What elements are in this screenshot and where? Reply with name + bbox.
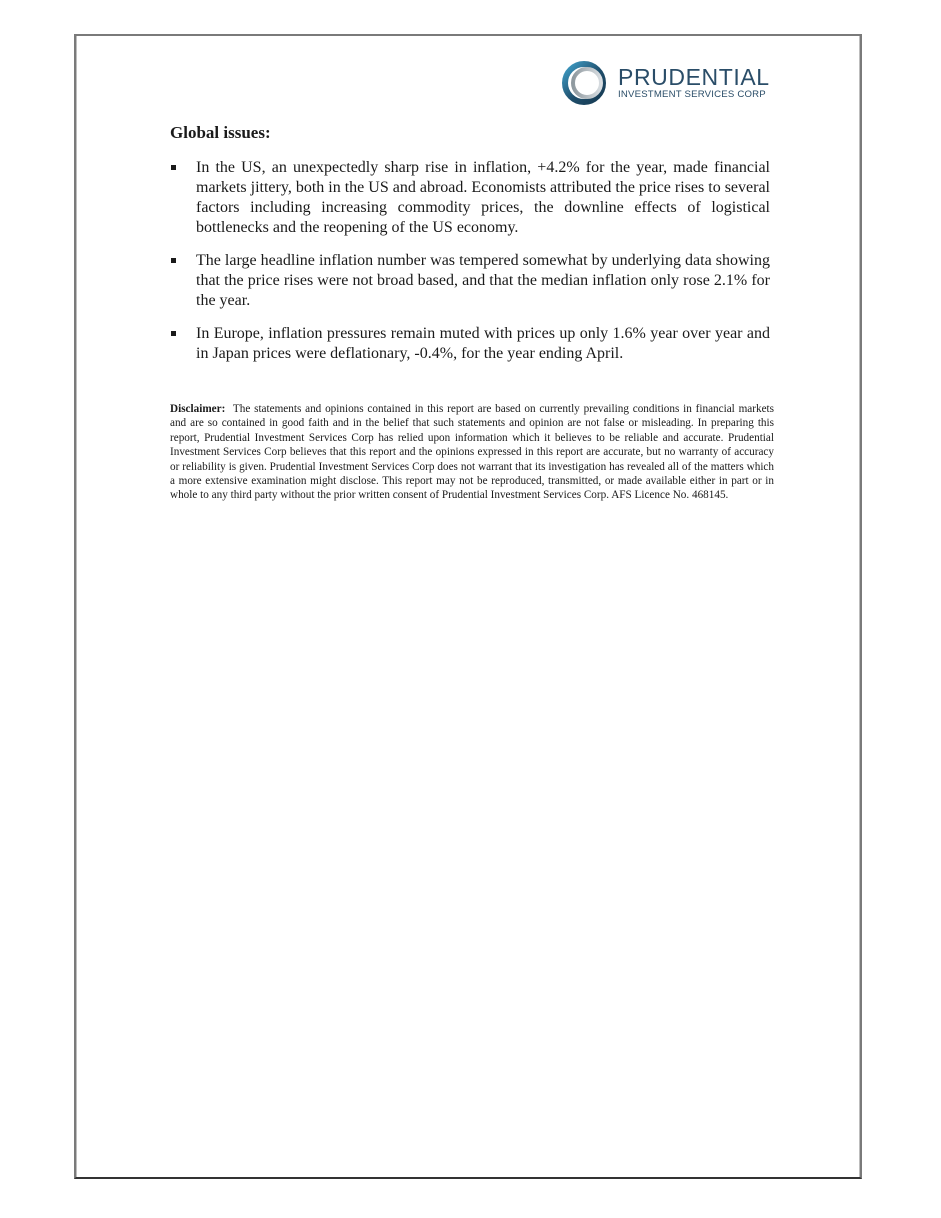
section-heading: Global issues: [170, 123, 271, 142]
logo-name: PRUDENTIAL [618, 63, 770, 90]
logo-subtitle: INVESTMENT SERVICES CORP [618, 88, 766, 100]
bullet-list [170, 158, 774, 364]
square-bullet-icon [171, 258, 176, 263]
list-item [170, 251, 770, 311]
bullet-text: In Europe, inflation pressures remain muted with prices up only 1.6% year over year and in Japan prices were deflationary, -0.4%, for the year ending April. [196, 325, 770, 362]
bullet-text: The large headline inflation number was tempered somewhat by underlying data showing that the price rises were not broad based, and that the median inflation only rose 2.1% for the year. [196, 252, 770, 309]
main-content [170, 122, 774, 377]
bullet-text: In the US, an unexpectedly sharp rise in inflation, +4.2% for the year, made financial markets jittery, both in the US and abroad. Economists attributed the price rises to several factors including increasing commodity prices, the downline effects of logistical bottlenecks and the reopening of the US economy. [196, 159, 770, 236]
ring-logo-icon [560, 60, 610, 106]
company-logo [560, 59, 770, 107]
disclaimer-label: Disclaimer: [170, 403, 226, 415]
disclaimer-text: The statements and opinions contained in this report are based on currently prevailing conditions in financial markets and are so contained in good faith and in the belief that such statements and opinion are not false or misleading. In preparing this report, Prudential Investment Services Corp has relied upon information which it believes to be reliable and accurate. Prudential Investment Services Corp believes that this report and the opinions expressed in this report are accurate, but no warranty of accuracy or reliability is given. Prudential Investment Services Corp does not warrant that its investigation has revealed all of the matters which a more extensive examination might disclose. This report may not be reproduced, transmitted, or made available either in part or in whole to any third party without the prior written consent of Prudential Investment Services Corp. AFS Licence No. 468145. [170, 403, 774, 502]
list-item [170, 158, 770, 238]
square-bullet-icon [171, 165, 176, 170]
disclaimer [170, 402, 774, 503]
list-item [170, 324, 770, 364]
square-bullet-icon [171, 331, 176, 336]
